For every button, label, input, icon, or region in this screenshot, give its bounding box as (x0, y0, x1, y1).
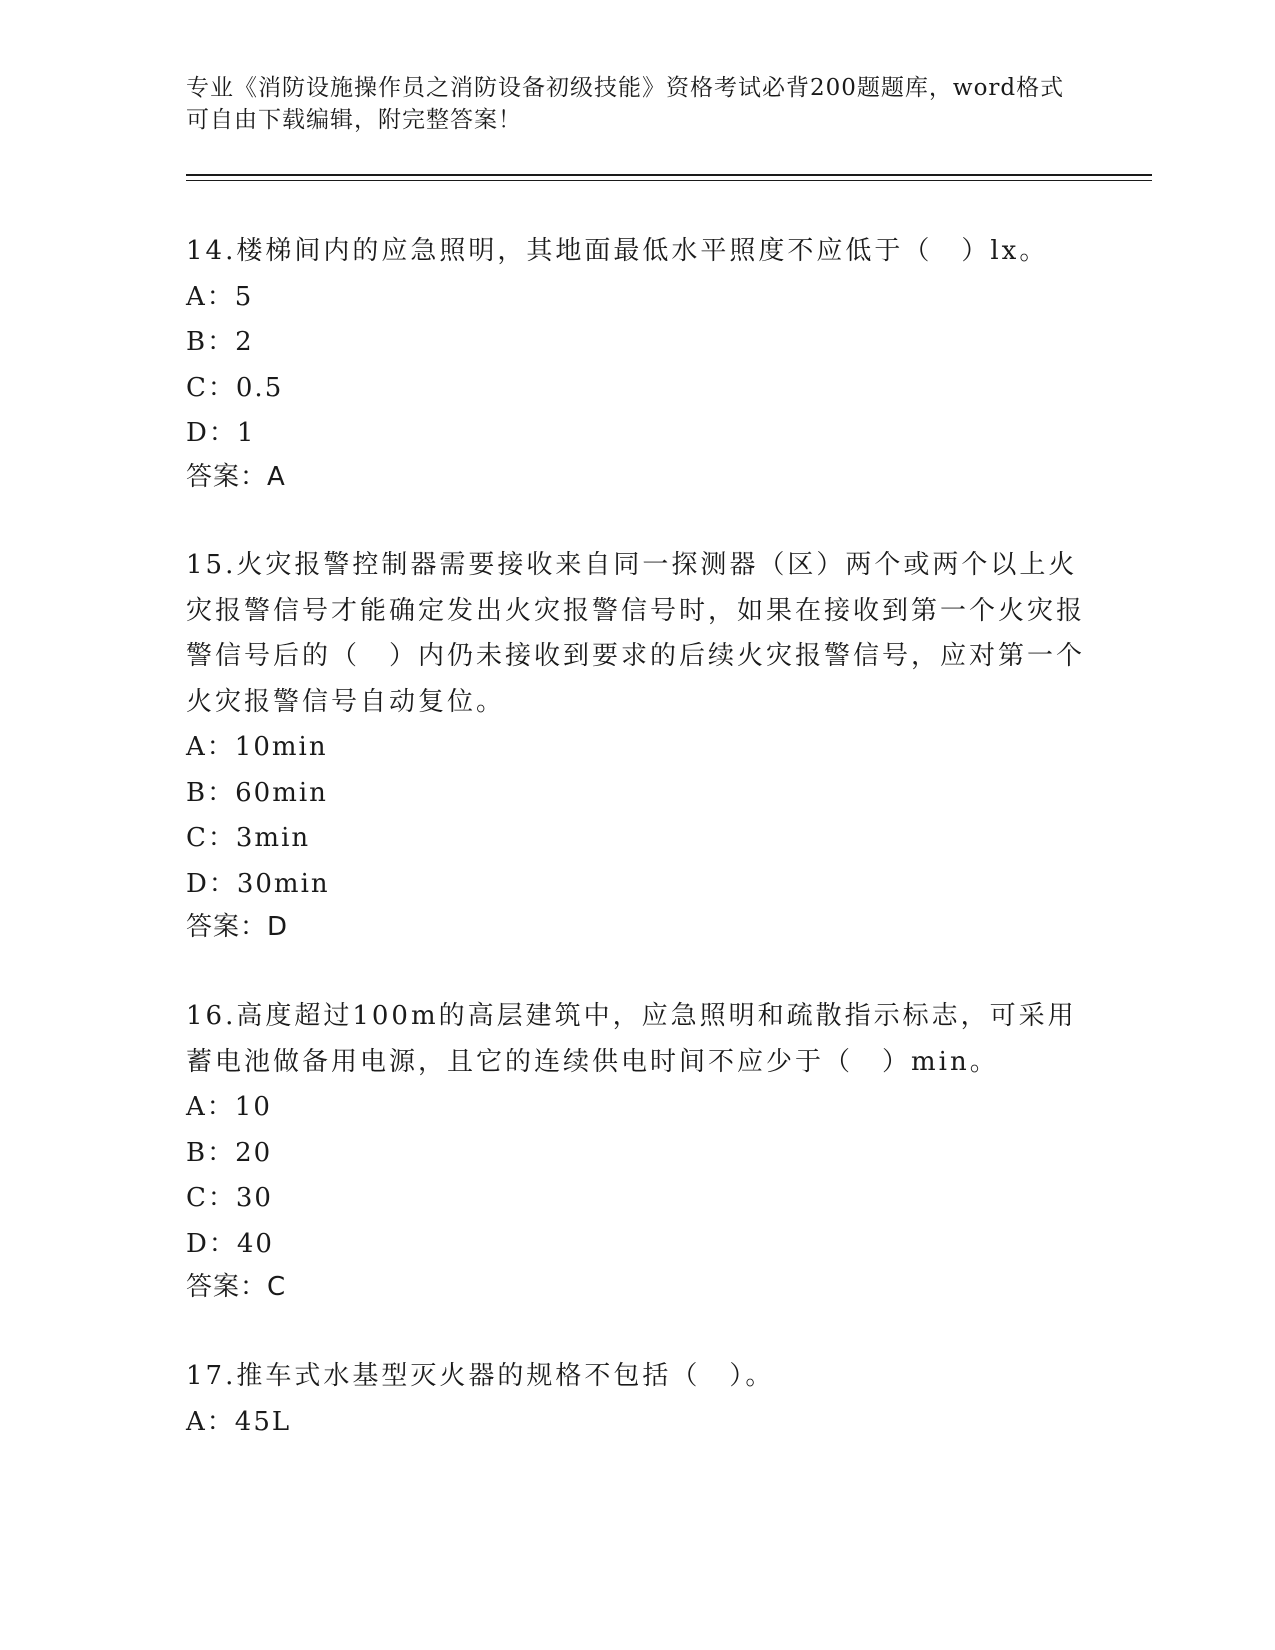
header-divider-thin (186, 180, 1152, 181)
option-d: D：1 (186, 418, 256, 448)
question-15 (186, 543, 1086, 947)
answer: 答案：D (186, 912, 289, 942)
option-c: C：0.5 (186, 372, 284, 403)
answer: 答案：C (186, 1272, 287, 1302)
option-a: A：10min (186, 732, 328, 762)
option-a: A：5 (186, 281, 254, 312)
question-stem: 15.火灾报警控制器需要接收来自同一探测器（区）两个或两个以上火灾报警信号才能确定发出火灾报警信号时，如果在接收到第一个火灾报警信号后的（ ）内仍未接收到要求的后续火灾报警信号，应对第一个火灾报警信号自动复位。 (186, 550, 1086, 717)
header-divider (186, 174, 1152, 176)
option-a: A：10 (186, 1092, 272, 1122)
document-header: 专业《消防设施操作员之消防设备初级技能》资格考试必背200题题库，word格式可自由下载编辑，附完整答案！ (186, 75, 1065, 133)
answer: 答案：A (186, 461, 286, 492)
option-d: D：30min (186, 868, 330, 899)
option-c: C：3min (186, 823, 311, 853)
option-b: B：60min (186, 777, 328, 808)
option-d: D：40 (186, 1228, 274, 1259)
question-14 (186, 229, 1086, 497)
option-b: B：2 (186, 327, 254, 357)
option-b: B：20 (186, 1137, 273, 1168)
question-17 (186, 1354, 1086, 1445)
question-16 (186, 994, 1086, 1307)
question-stem: 16.高度超过100m的高层建筑中，应急照明和疏散指示标志，可采用蓄电池做备用电源，且它的连续供电时间不应少于（ ）min。 (186, 1001, 1077, 1077)
question-stem: 17.推车式水基型灭火器的规格不包括（ ）。 (186, 1361, 775, 1391)
question-stem: 14.楼梯间内的应急照明，其地面最低水平照度不应低于（ ）lx。 (186, 236, 1049, 266)
option-c: C：30 (186, 1183, 273, 1213)
option-a: A：45L (186, 1406, 292, 1437)
